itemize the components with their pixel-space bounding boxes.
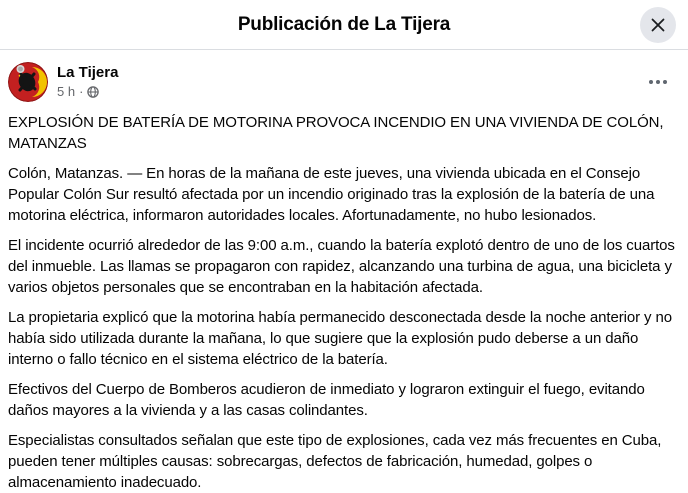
- post-body: [8, 110, 680, 493]
- dot-separator: ·: [79, 84, 84, 99]
- timestamp[interactable]: 5 h: [57, 84, 76, 99]
- dialog-header: [0, 0, 688, 50]
- dialog-title: Publicación de La Tijera: [237, 13, 451, 35]
- post-paragraph: Efectivos del Cuerpo de Bomberos acudieron de inmediato y lograron extinguir el fuego, evitando daños mayores a la vivienda y a las casas colindantes.: [8, 381, 645, 419]
- three-dots-icon: [649, 80, 667, 84]
- post-paragraph: La propietaria explicó que la motorina había permanecido desconectada desde la noche anterior y no había sido utilizada durante la mañana, lo que sugiere que la explosión pudo deberse a un daño interno o fallo técnico en el sistema eléctrico de la batería.: [8, 309, 672, 368]
- close-icon: [649, 16, 667, 34]
- author-name[interactable]: La Tijera: [57, 64, 119, 81]
- public-globe-icon: [87, 86, 99, 98]
- more-options-button[interactable]: [642, 70, 674, 94]
- post-header: [8, 62, 680, 102]
- post: [0, 50, 688, 493]
- la-tijera-logo-icon: [8, 62, 48, 102]
- post-subline: [57, 83, 118, 100]
- post-paragraph-title: EXPLOSIÓN DE BATERÍA DE MOTORINA PROVOCA INCENDIO EN UNA VIVIENDA DE COLÓN, MATANZAS: [8, 114, 664, 152]
- post-meta: [57, 62, 118, 100]
- post-paragraph: Especialistas consultados señalan que este tipo de explosiones, cada vez más frecuentes en Cuba, pueden tener múltiples causas: sobrecargas, defectos de fabricación, humedad, golpes o almacenamiento inadecuado.: [8, 432, 662, 491]
- close-button[interactable]: [640, 7, 676, 43]
- post-paragraph: Colón, Matanzas. — En horas de la mañana de este jueves, una vivienda ubicada en el Consejo Popular Colón Sur resultó afectada por un incendio originado tras la explosión de la batería de una motorina eléctrica, informaron autoridades locales. Afortunadamente, no hubo lesionados.: [8, 165, 655, 224]
- post-paragraph: El incidente ocurrió alrededor de las 9:00 a.m., cuando la batería explotó dentro de uno de los cuartos del inmueble. Las llamas se propagaron con rapidez, alcanzando una turbina de agua, una bicicleta y varios objetos personales que se encontraban en la habitación afectada.: [8, 237, 675, 296]
- avatar[interactable]: [8, 62, 48, 102]
